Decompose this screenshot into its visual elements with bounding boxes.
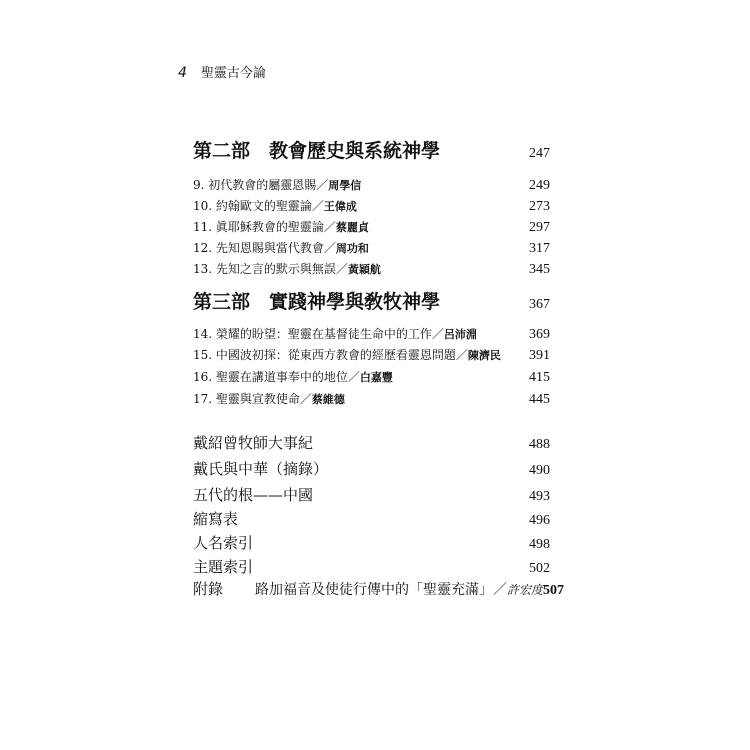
book-title: 聖靈古今論 — [200, 66, 266, 81]
chapter-author: 許宏度 — [507, 583, 544, 597]
chapter-author: 蔡麗貞 — [335, 221, 369, 234]
appendix-entry[interactable] — [193, 484, 550, 505]
toc-entry[interactable] — [193, 390, 550, 408]
toc-entry[interactable] — [193, 260, 550, 278]
chapter-author: 王偉成 — [323, 200, 357, 213]
page-ref: 273 — [529, 199, 550, 214]
chapter-title: 13. 先知之言的默示與無誤／ — [193, 262, 348, 276]
page-ref: 507 — [543, 583, 565, 598]
part-title: 第二部 教會歷史與系統神學 — [193, 140, 441, 162]
page-ref: 488 — [529, 437, 550, 452]
appendix-title: 戴紹曾牧師大事紀 — [193, 434, 314, 452]
appendix-entry[interactable] — [193, 432, 550, 453]
appendix-entry[interactable] — [193, 556, 550, 577]
chapter-author: 白嘉豐 — [359, 371, 393, 384]
page-ref: 317 — [529, 241, 550, 256]
page-ref: 247 — [529, 146, 550, 161]
final-appendix-entry[interactable] — [193, 578, 565, 599]
page-ref: 345 — [529, 262, 550, 277]
appendix-entry[interactable] — [193, 508, 550, 529]
chapter-author: 呂沛淵 — [443, 328, 477, 341]
chapter-title: 9. 初代教會的屬靈恩賜／ — [193, 178, 329, 192]
toc-entry[interactable] — [193, 368, 550, 386]
toc-entry[interactable] — [193, 346, 550, 364]
appendix-label: 附錄 — [193, 580, 224, 598]
toc-entry[interactable] — [193, 218, 550, 236]
appendix-title: 五代的根——中國 — [193, 486, 314, 504]
part-heading[interactable] — [193, 136, 550, 163]
chapter-author: 黃穎航 — [347, 263, 381, 276]
chapter-title: 12. 先知恩賜與當代教會／ — [193, 241, 336, 255]
chapter-title: 16. 聖靈在講道事奉中的地位／ — [193, 370, 360, 384]
toc-entry[interactable] — [193, 197, 550, 215]
appendix-title: 路加福音及使徒行傳中的「聖靈充滿」／ — [255, 582, 507, 598]
chapter-title: 17. 聖靈與宣教使命／ — [193, 392, 312, 406]
page-ref: 496 — [529, 513, 550, 528]
appendix-entry[interactable] — [193, 458, 550, 479]
chapter-title: 14. 榮耀的盼望：聖靈在基督徒生命中的工作／ — [193, 327, 444, 341]
chapter-author: 周學信 — [328, 179, 362, 192]
page-ref: 498 — [529, 537, 550, 552]
chapter-author: 陳濟民 — [467, 349, 501, 362]
toc-entry[interactable] — [193, 325, 550, 343]
chapter-title: 11. 眞耶穌教會的聖靈論／ — [193, 220, 336, 234]
page-ref: 249 — [529, 178, 550, 193]
page-ref: 493 — [529, 489, 550, 504]
appendix-entry[interactable] — [193, 532, 550, 553]
page-ref: 367 — [529, 297, 550, 312]
chapter-author: 蔡維德 — [311, 393, 345, 406]
page-ref: 415 — [529, 370, 550, 385]
chapter-title: 10. 約翰歐文的聖靈論／ — [193, 199, 324, 213]
page-ref: 297 — [529, 220, 550, 235]
appendix-title: 人名索引 — [193, 534, 254, 552]
page-ref: 502 — [529, 561, 550, 576]
chapter-author: 周功和 — [335, 242, 369, 255]
page-ref: 445 — [529, 392, 550, 407]
part-heading[interactable] — [193, 287, 550, 314]
appendix-title: 戴氏與中華（摘錄） — [193, 460, 329, 478]
part-title: 第三部 實踐神學與敎牧神學 — [193, 291, 441, 313]
appendix-title: 縮寫表 — [193, 510, 239, 528]
chapter-title: 15. 中國波初探：從東西方教會的經歷看靈恩問題／ — [193, 348, 468, 362]
toc-entry[interactable] — [193, 176, 550, 194]
page-ref: 391 — [529, 348, 550, 363]
appendix-title: 主題索引 — [193, 558, 254, 576]
running-header — [178, 62, 266, 81]
page-ref: 369 — [529, 327, 550, 342]
page-number: 4 — [178, 65, 187, 81]
toc-entry[interactable] — [193, 239, 550, 257]
page-ref: 490 — [529, 463, 550, 478]
